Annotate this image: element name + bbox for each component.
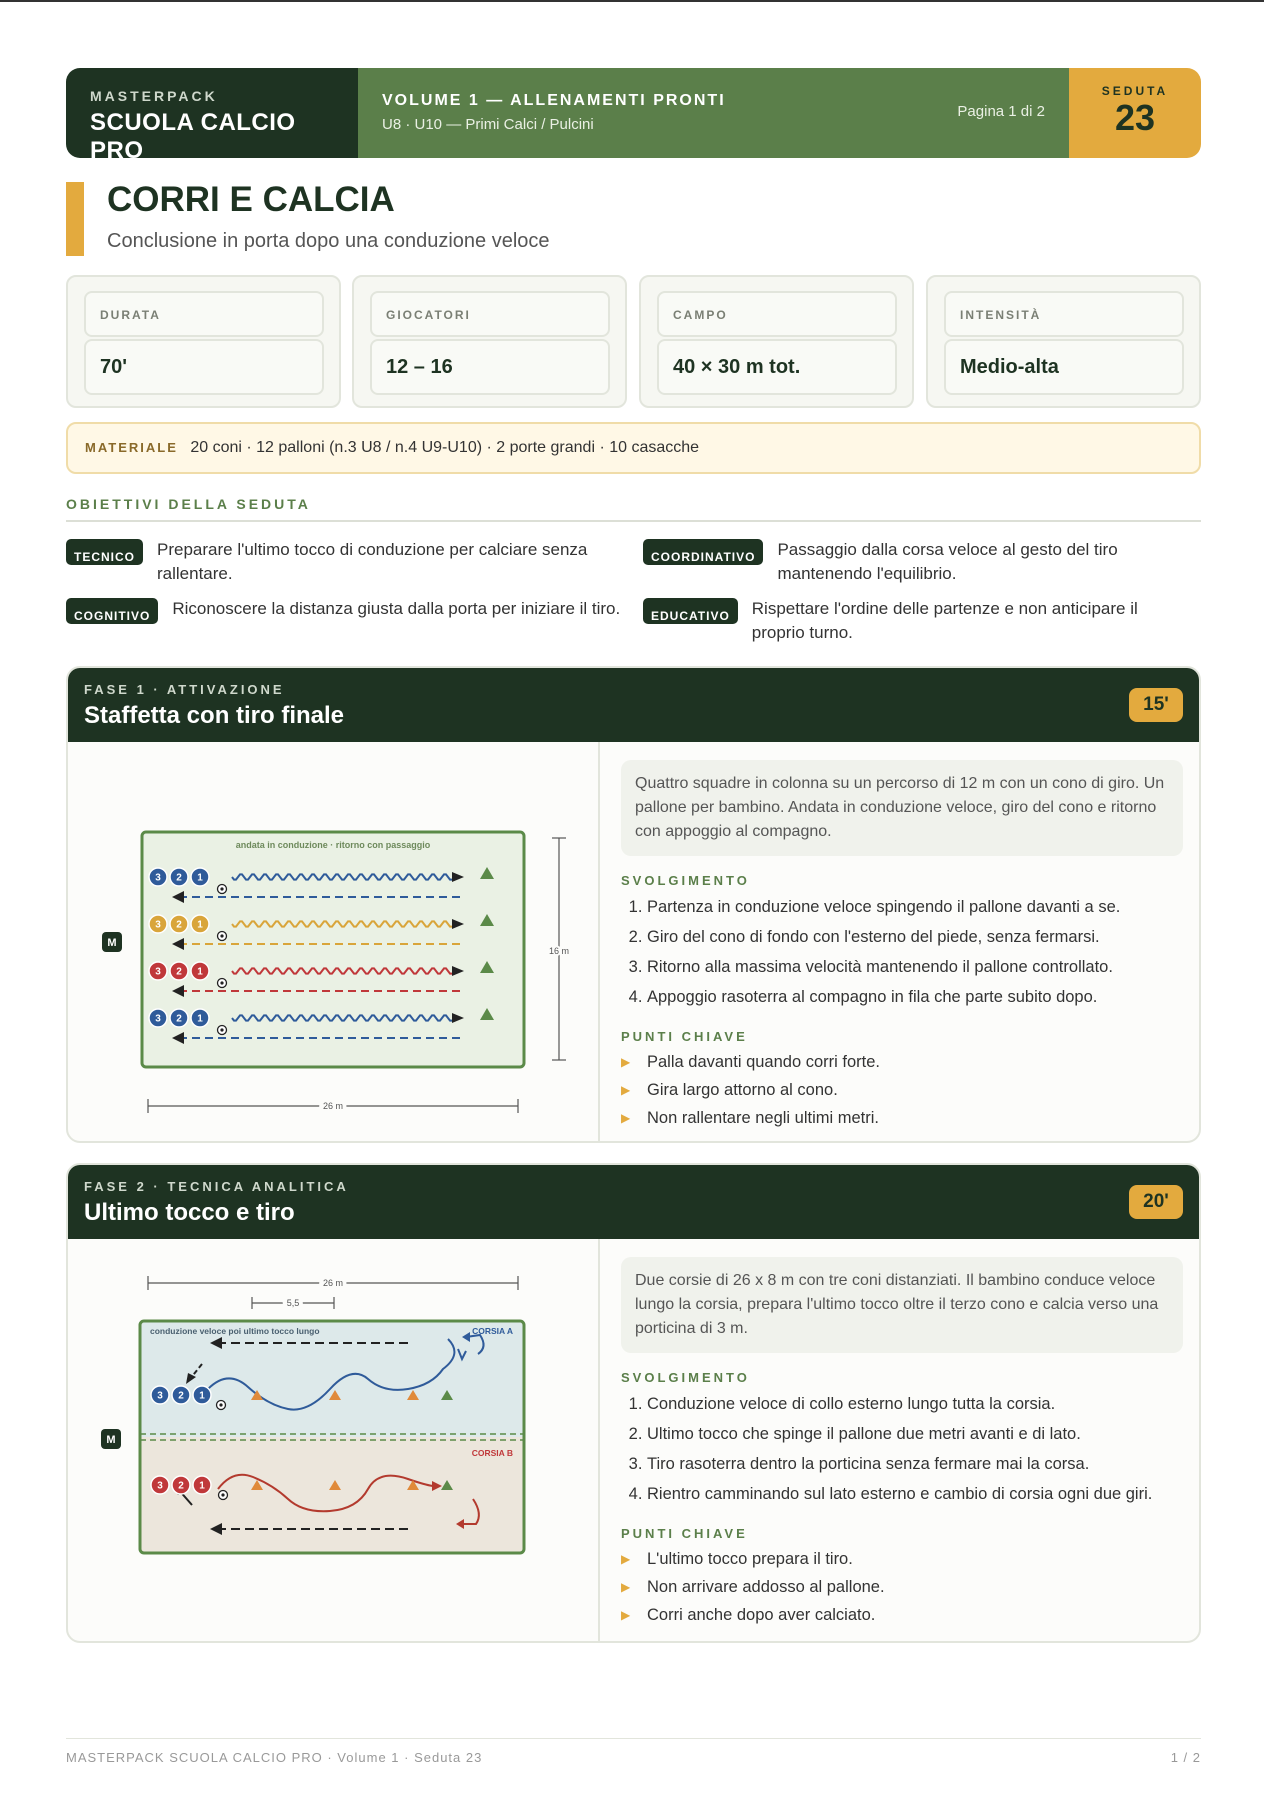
stat-value: 70' — [84, 339, 324, 395]
svg-text:2: 2 — [176, 872, 182, 884]
title-accent-bar — [66, 182, 84, 256]
key-item: ▶ Non arrivare addosso al pallone. — [621, 1573, 1183, 1601]
svg-text:3: 3 — [155, 872, 161, 884]
bullet-triangle-icon: ▶ — [621, 1580, 631, 1594]
volume-subtitle: U8 · U10 — Primi Calci / Pulcini — [382, 116, 594, 133]
key-item: ▶ Non rallentare negli ultimi metri. — [621, 1104, 1183, 1132]
page-indicator: Pagina 1 di 2 — [957, 103, 1045, 120]
volume-block — [358, 68, 1069, 158]
player-marker — [191, 962, 209, 980]
svg-text:1: 1 — [199, 1390, 205, 1402]
ball-icon — [218, 885, 227, 894]
svg-text:1: 1 — [197, 1013, 203, 1025]
brand-kicker: MASTERPACK — [90, 88, 218, 104]
volume-title: VOLUME 1 — ALLENAMENTI PRONTI — [382, 92, 726, 109]
objective-educativo — [643, 597, 1163, 645]
stat-card-giocatori — [352, 275, 627, 408]
svg-text:1: 1 — [197, 872, 203, 884]
session-label: SEDUTA — [1101, 84, 1169, 98]
keys-list — [621, 1048, 1183, 1132]
objective-coordinativo — [643, 538, 1163, 586]
footer-text: MASTERPACK SCUOLA CALCIO PRO · Volume 1 · Seduta 23 — [66, 1750, 483, 1765]
phase-text-panel — [621, 1257, 1183, 1629]
key-item: ▶ Corri anche dopo aver calciato. — [621, 1601, 1183, 1629]
stat-label: CAMPO — [657, 291, 897, 337]
stat-value: 40 × 30 m tot. — [657, 339, 897, 395]
material-label: MATERIALE — [85, 440, 178, 455]
svg-text:1: 1 — [199, 1480, 205, 1492]
phase-title: Ultimo tocco e tiro — [84, 1199, 295, 1226]
ball-icon — [218, 1026, 227, 1035]
phase-header — [68, 1165, 1199, 1239]
footer-page-number: 1 / 2 — [1170, 1750, 1201, 1765]
ball-icon — [218, 979, 227, 988]
player-marker — [193, 1476, 211, 1494]
phase-duration-badge: 20' — [1129, 1185, 1183, 1219]
material-box — [66, 422, 1201, 474]
objective-tag: COORDINATIVO — [643, 539, 763, 565]
document-header — [66, 68, 1201, 158]
gap-measure-label: 5,5 — [286, 1298, 300, 1308]
height-measure-label: 16 m — [548, 946, 570, 956]
key-item: ▶ Palla davanti quando corri forte. — [621, 1048, 1183, 1076]
objectives-divider — [66, 520, 1201, 522]
lane-a-players — [151, 1386, 211, 1404]
player-marker — [191, 868, 209, 886]
stat-value: Medio-alta — [944, 339, 1184, 395]
objective-cognitivo — [66, 597, 636, 624]
player-marker — [170, 962, 188, 980]
player-marker — [191, 915, 209, 933]
svg-text:2: 2 — [178, 1480, 184, 1492]
step-item: 2. Ultimo tocco che spinge il pallone due metri avanti e di lato. — [647, 1419, 1183, 1449]
player-marker — [149, 915, 167, 933]
step-item: 1. Conduzione veloce di collo esterno lungo tutta la corsia. — [647, 1389, 1183, 1419]
stat-label: DURATA — [84, 291, 324, 337]
player-marker — [170, 915, 188, 933]
key-item: ▶ L'ultimo tocco prepara il tiro. — [621, 1545, 1183, 1573]
steps-heading: SVOLGIMENTO — [621, 873, 750, 888]
svg-text:2: 2 — [178, 1390, 184, 1402]
player-marker — [151, 1476, 169, 1494]
diagram-caption: andata in conduzione · ritorno con passaggio — [235, 840, 431, 850]
objective-text: Preparare l'ultimo tocco di conduzione per calciare senza rallentare. — [157, 540, 588, 583]
phase-duration-badge: 15' — [1129, 688, 1183, 722]
coach-label: M — [106, 1434, 116, 1446]
phase-kicker: FASE 2 · TECNICA ANALITICA — [84, 1179, 349, 1194]
objective-text: Passaggio dalla corsa veloce al gesto del tiro mantenendo l'equilibrio. — [777, 540, 1118, 583]
lane-b-players — [151, 1476, 211, 1494]
step-item: 2. Giro del cono di fondo con l'esterno del piede, senza fermarsi. — [647, 922, 1183, 952]
page-title: CORRI E CALCIA — [107, 180, 395, 219]
lane-b-label: CORSIA B — [471, 1448, 513, 1458]
svg-text:3: 3 — [155, 919, 161, 931]
material-text: 20 coni · 12 palloni (n.3 U8 / n.4 U9-U10) · 2 porte grandi · 10 casacche — [190, 439, 700, 456]
footer-divider — [66, 1738, 1201, 1739]
player-marker — [191, 1009, 209, 1027]
keys-heading: PUNTI CHIAVE — [621, 1526, 748, 1541]
step-item: 3. Tiro rasoterra dentro la porticina senza fermare mai la corsa. — [647, 1449, 1183, 1479]
svg-text:3: 3 — [155, 1013, 161, 1025]
objective-tag: COGNITIVO — [66, 598, 158, 624]
stat-label: GIOCATORI — [370, 291, 610, 337]
objective-text: Riconoscere la distanza giusta dalla porta per iniziare il tiro. — [172, 599, 621, 618]
player-marker — [149, 1009, 167, 1027]
svg-text:3: 3 — [157, 1390, 163, 1402]
lanes-diagram — [68, 1239, 598, 1643]
bullet-triangle-icon: ▶ — [621, 1552, 631, 1566]
svg-text:3: 3 — [155, 966, 161, 978]
ball-icon — [218, 932, 227, 941]
svg-text:2: 2 — [176, 1013, 182, 1025]
objective-tecnico — [66, 538, 626, 586]
stat-card-intensita — [926, 275, 1201, 408]
step-item: 4. Appoggio rasoterra al compagno in fila che parte subito dopo. — [647, 982, 1183, 1012]
brand-name: SCUOLA CALCIO PRO — [90, 109, 296, 158]
steps-list — [621, 1389, 1183, 1509]
svg-text:1: 1 — [197, 966, 203, 978]
steps-heading: SVOLGIMENTO — [621, 1370, 750, 1385]
diagram-caption: conduzione veloce poi ultimo tocco lungo — [150, 1326, 320, 1336]
step-item: 4. Rientro camminando sul lato esterno e cambio di corsia ogni due giri. — [647, 1479, 1183, 1509]
objective-tag: TECNICO — [66, 539, 143, 565]
player-marker — [151, 1386, 169, 1404]
player-marker — [149, 962, 167, 980]
width-measure-label: 26 m — [322, 1278, 344, 1288]
page-subtitle: Conclusione in porta dopo una conduzione veloce — [107, 230, 550, 252]
width-measure-label: 26 m — [322, 1101, 344, 1111]
step-item: 1. Partenza in conduzione veloce spingendo il pallone davanti a se. — [647, 892, 1183, 922]
bullet-triangle-icon: ▶ — [621, 1608, 631, 1622]
objective-text: Rispettare l'ordine delle partenze e non anticipare il proprio turno. — [751, 599, 1138, 642]
phase-card-1 — [66, 666, 1201, 1143]
stat-value: 12 – 16 — [370, 339, 610, 395]
objective-tag: EDUCATIVO — [643, 598, 738, 624]
phase-description: Quattro squadre in colonna su un percorso di 12 m con un cono di giro. Un pallone per bambino. Andata in conduzione veloce, giro del cono e ritorno con appoggio al compagno. — [621, 760, 1183, 856]
svg-text:2: 2 — [176, 919, 182, 931]
bullet-triangle-icon: ▶ — [621, 1083, 631, 1097]
stat-label: INTENSITÀ — [944, 291, 1184, 337]
player-marker — [170, 1009, 188, 1027]
bullet-triangle-icon: ▶ — [621, 1111, 631, 1125]
player-marker — [172, 1386, 190, 1404]
svg-text:1: 1 — [197, 919, 203, 931]
phase-card-2 — [66, 1163, 1201, 1643]
phase-description: Due corsie di 26 x 8 m con tre coni distanziati. Il bambino conduce veloce lungo la corsia, prepara l'ultimo tocco oltre il terzo cono e calcia verso una porticina di 3 m. — [621, 1257, 1183, 1353]
keys-list — [621, 1545, 1183, 1629]
phase-header — [68, 668, 1199, 742]
stat-card-campo — [639, 275, 914, 408]
svg-text:2: 2 — [176, 966, 182, 978]
svg-text:3: 3 — [157, 1480, 163, 1492]
player-marker — [193, 1386, 211, 1404]
player-marker — [170, 868, 188, 886]
phase-kicker: FASE 1 · ATTIVAZIONE — [84, 682, 285, 697]
session-badge — [1069, 68, 1201, 158]
lane-a-label: CORSIA A — [472, 1326, 513, 1336]
phase-diagram-panel — [68, 742, 600, 1141]
key-item: ▶ Gira largo attorno al cono. — [621, 1076, 1183, 1104]
player-marker — [149, 868, 167, 886]
lane-b-area — [140, 1437, 524, 1553]
pitch-area — [142, 832, 524, 1067]
player-marker — [172, 1476, 190, 1494]
brand-block — [66, 68, 358, 158]
step-item: 3. Ritorno alla massima velocità mantenendo il pallone controllato. — [647, 952, 1183, 982]
steps-list — [621, 892, 1183, 1012]
phase-title: Staffetta con tiro finale — [84, 702, 345, 729]
session-number: 23 — [1114, 97, 1156, 138]
coach-label: M — [107, 937, 117, 949]
phase-diagram-panel — [68, 1239, 600, 1641]
top-rule — [0, 0, 1264, 2]
keys-heading: PUNTI CHIAVE — [621, 1029, 748, 1044]
stat-card-durata — [66, 275, 341, 408]
bullet-triangle-icon: ▶ — [621, 1055, 631, 1069]
relay-diagram — [68, 742, 598, 1142]
phase-text-panel — [621, 760, 1183, 1132]
objectives-heading: OBIETTIVI DELLA SEDUTA — [66, 496, 311, 512]
